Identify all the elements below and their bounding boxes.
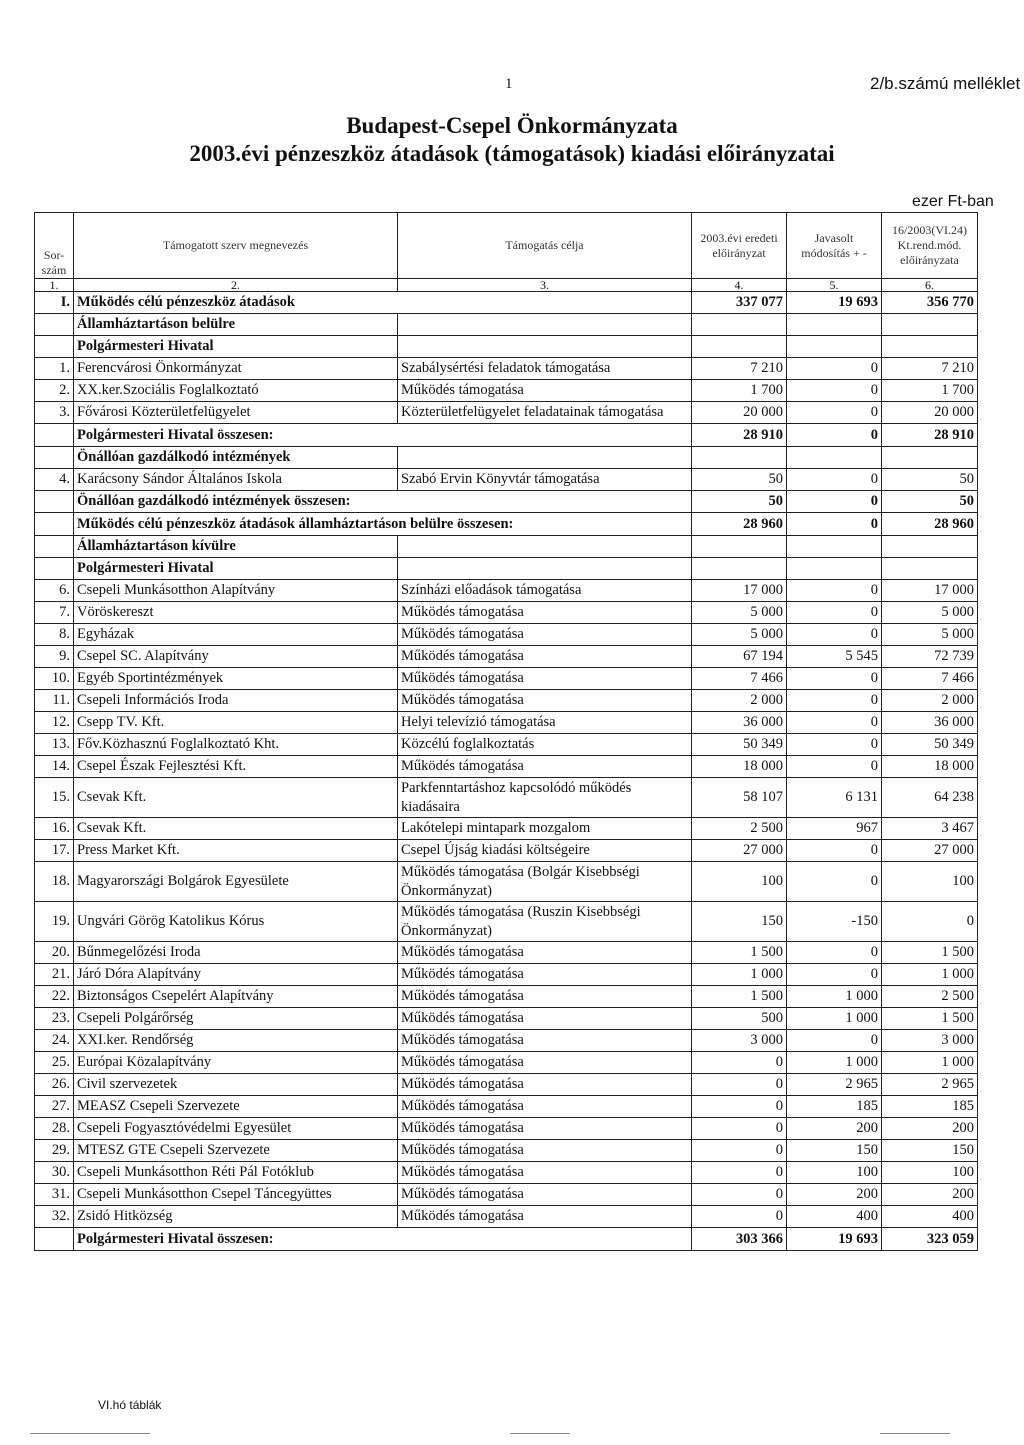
row-change: 2 965 — [787, 1074, 882, 1096]
row-orig: 50 349 — [692, 734, 787, 756]
row-number: 27. — [35, 1096, 74, 1118]
row-number: 11. — [35, 690, 74, 712]
document-title-line2: 2003.évi pénzeszköz átadások (támogatások) kiadási előirányzatai — [189, 141, 835, 166]
header-row — [35, 213, 978, 279]
row-modified: 1 700 — [882, 380, 978, 402]
row-number: 32. — [35, 1206, 74, 1228]
row-change: 0 — [787, 734, 882, 756]
table-row — [35, 862, 978, 902]
row-change: 0 — [787, 862, 882, 902]
row-orig: 58 107 — [692, 778, 787, 818]
row-modified: 3 467 — [882, 818, 978, 840]
row-change: 6 131 — [787, 778, 882, 818]
row-change: 0 — [787, 964, 882, 986]
table-row — [35, 818, 978, 840]
row-purpose: Működés támogatása — [398, 1008, 692, 1030]
row-name: Járó Dóra Alapítvány — [74, 964, 398, 986]
row-change: 0 — [787, 580, 882, 602]
colnum-4: 4. — [692, 279, 787, 292]
row-orig: 0 — [692, 1184, 787, 1206]
row-name: Egyházak — [74, 624, 398, 646]
row-purpose: Színházi előadások támogatása — [398, 580, 692, 602]
group-row — [35, 536, 978, 558]
row-modified: 27 000 — [882, 840, 978, 862]
row-change: 0 — [787, 1030, 882, 1052]
row-number: 10. — [35, 668, 74, 690]
colnum-5: 5. — [787, 279, 882, 292]
row-modified: 18 000 — [882, 756, 978, 778]
row-name: Csepel Észak Fejlesztési Kft. — [74, 756, 398, 778]
row-name: Zsidó Hitközség — [74, 1206, 398, 1228]
group-label-inside: Államháztartáson belülre — [74, 314, 398, 336]
row-name: Egyéb Sportintézmények — [74, 668, 398, 690]
annex-label: 2/b.számú melléklet — [870, 74, 1021, 93]
onallo-total-modified: 50 — [882, 491, 978, 513]
row-orig: 500 — [692, 1008, 787, 1030]
row-number: 20. — [35, 942, 74, 964]
row-modified: 150 — [882, 1140, 978, 1162]
row-orig: 5 000 — [692, 624, 787, 646]
column-number-row — [35, 279, 978, 292]
row-modified: 2 965 — [882, 1074, 978, 1096]
row-purpose: Működés támogatása — [398, 1206, 692, 1228]
inside-total-modified: 28 960 — [882, 513, 978, 536]
row-orig: 0 — [692, 1096, 787, 1118]
row-change: 0 — [787, 469, 882, 491]
row-orig: 1 500 — [692, 986, 787, 1008]
table-row — [35, 712, 978, 734]
row-modified: 72 739 — [882, 646, 978, 668]
onallo-total-label: Önállóan gazdálkodó intézmények összesen: — [74, 491, 692, 513]
table-row — [35, 668, 978, 690]
unit-label: ezer Ft-ban — [912, 193, 994, 210]
row-modified: 1 000 — [882, 1052, 978, 1074]
row-name: XX.ker.Szociális Foglalkoztató — [74, 380, 398, 402]
row-purpose: Működés támogatása — [398, 380, 692, 402]
table-row — [35, 1052, 978, 1074]
table-row — [35, 380, 978, 402]
row-purpose: Működés támogatása — [398, 756, 692, 778]
row-modified: 5 000 — [882, 624, 978, 646]
row-orig: 18 000 — [692, 756, 787, 778]
row-modified: 2 000 — [882, 690, 978, 712]
table-row — [35, 778, 978, 818]
header-name: Támogatott szerv megnevezés — [74, 213, 398, 279]
row-change: 185 — [787, 1096, 882, 1118]
table-row — [35, 690, 978, 712]
table-row — [35, 756, 978, 778]
row-purpose: Működés támogatása — [398, 1030, 692, 1052]
row-name: Karácsony Sándor Általános Iskola — [74, 469, 398, 491]
table-row — [35, 1206, 978, 1228]
row-name: Csevak Kft. — [74, 818, 398, 840]
row-modified: 3 000 — [882, 1030, 978, 1052]
row-name: Ferencvárosi Önkormányzat — [74, 358, 398, 380]
subtotal-row — [35, 424, 978, 447]
row-name: Főv.Közhasznú Foglalkoztató Kht. — [74, 734, 398, 756]
section-change: 19 693 — [787, 292, 882, 314]
row-number: 6. — [35, 580, 74, 602]
row-modified: 185 — [882, 1096, 978, 1118]
table-row — [35, 1074, 978, 1096]
row-change: -150 — [787, 902, 882, 942]
row-purpose: Működés támogatása (Bolgár Kisebbségi Önkormányzat) — [398, 862, 692, 902]
row-number: 23. — [35, 1008, 74, 1030]
polg-hiv-label: Polgármesteri Hivatal — [74, 336, 398, 358]
row-change: 0 — [787, 380, 882, 402]
row-purpose: Működés támogatása — [398, 964, 692, 986]
row-name: Csepeli Fogyasztóvédelmi Egyesület — [74, 1118, 398, 1140]
row-orig: 1 000 — [692, 964, 787, 986]
table-row — [35, 402, 978, 424]
row-name: Biztonságos Csepelért Alapítvány — [74, 986, 398, 1008]
row-number: 7. — [35, 602, 74, 624]
footer-note: VI.hó táblák — [98, 1398, 162, 1412]
row-change: 0 — [787, 712, 882, 734]
row-name: Csepeli Polgárőrség — [74, 1008, 398, 1030]
row-purpose: Működés támogatása — [398, 1184, 692, 1206]
row-modified: 2 500 — [882, 986, 978, 1008]
row-name: Fővárosi Közterületfelügyelet — [74, 402, 398, 424]
header-sorszam: Sor-szám — [35, 213, 74, 279]
table-row — [35, 1096, 978, 1118]
row-orig: 7 466 — [692, 668, 787, 690]
table-row — [35, 1140, 978, 1162]
document-title-line1: Budapest-Csepel Önkormányzata — [346, 113, 678, 138]
row-number: 26. — [35, 1074, 74, 1096]
row-change: 1 000 — [787, 1052, 882, 1074]
row-orig: 3 000 — [692, 1030, 787, 1052]
row-number: 30. — [35, 1162, 74, 1184]
row-number: 12. — [35, 712, 74, 734]
row-orig: 0 — [692, 1140, 787, 1162]
table-row — [35, 964, 978, 986]
onallo-total-change: 0 — [787, 491, 882, 513]
table-row — [35, 1184, 978, 1206]
row-change: 0 — [787, 402, 882, 424]
row-name: Csepel SC. Alapítvány — [74, 646, 398, 668]
row-number: 15. — [35, 778, 74, 818]
row-purpose: Közterületfelügyelet feladatainak támogatása — [398, 402, 692, 424]
row-number: 25. — [35, 1052, 74, 1074]
row-modified: 64 238 — [882, 778, 978, 818]
row-orig: 150 — [692, 902, 787, 942]
row-modified: 50 349 — [882, 734, 978, 756]
row-purpose: Működés támogatása — [398, 690, 692, 712]
subtotal2-orig: 303 366 — [692, 1228, 787, 1251]
row-modified: 17 000 — [882, 580, 978, 602]
onallo-group-label: Önállóan gazdálkodó intézmények — [74, 447, 398, 469]
row-change: 0 — [787, 756, 882, 778]
row-change: 200 — [787, 1118, 882, 1140]
row-orig: 67 194 — [692, 646, 787, 668]
table-row — [35, 624, 978, 646]
budget-table — [34, 212, 978, 1251]
row-change: 5 545 — [787, 646, 882, 668]
subtotal2-change: 19 693 — [787, 1228, 882, 1251]
row-orig: 1 500 — [692, 942, 787, 964]
row-modified: 0 — [882, 902, 978, 942]
row-number: 19. — [35, 902, 74, 942]
colnum-2: 2. — [74, 279, 398, 292]
row-number: 24. — [35, 1030, 74, 1052]
row-purpose: Parkfenntartáshoz kapcsolódó működés kiadásaira — [398, 778, 692, 818]
row-number: 2. — [35, 380, 74, 402]
row-purpose: Működés támogatása — [398, 602, 692, 624]
subtotal-row — [35, 491, 978, 513]
table-row — [35, 1162, 978, 1184]
row-orig: 100 — [692, 862, 787, 902]
row-name: Bűnmegelőzési Iroda — [74, 942, 398, 964]
row-modified: 20 000 — [882, 402, 978, 424]
table-row — [35, 646, 978, 668]
row-orig: 27 000 — [692, 840, 787, 862]
row-name: Ungvári Görög Katolikus Kórus — [74, 902, 398, 942]
row-name: Vöröskereszt — [74, 602, 398, 624]
section-label: Működés célú pénzeszköz átadások — [74, 292, 692, 314]
row-number: 9. — [35, 646, 74, 668]
colnum-1: 1. — [35, 279, 74, 292]
header-orig: 2003.évi eredeti előirányzat — [692, 213, 787, 279]
subtotal-label: Polgármesteri Hivatal összesen: — [74, 424, 692, 447]
row-number: 31. — [35, 1184, 74, 1206]
row-name: Csevak Kft. — [74, 778, 398, 818]
table-row — [35, 358, 978, 380]
subtotal-row — [35, 513, 978, 536]
table-row — [35, 1118, 978, 1140]
row-number: 14. — [35, 756, 74, 778]
row-orig: 17 000 — [692, 580, 787, 602]
group-label-outside: Államháztartáson kívülre — [74, 536, 398, 558]
row-modified: 36 000 — [882, 712, 978, 734]
table-row — [35, 1008, 978, 1030]
row-modified: 7 466 — [882, 668, 978, 690]
section-modified: 356 770 — [882, 292, 978, 314]
row-purpose: Működés támogatása — [398, 942, 692, 964]
row-orig: 0 — [692, 1118, 787, 1140]
row-orig: 2 000 — [692, 690, 787, 712]
row-name: Csepeli Munkásotthon Réti Pál Fotóklub — [74, 1162, 398, 1184]
row-orig: 50 — [692, 469, 787, 491]
row-number: 13. — [35, 734, 74, 756]
row-purpose: Szabálysértési feladatok támogatása — [398, 358, 692, 380]
row-name: Csepp TV. Kft. — [74, 712, 398, 734]
row-purpose: Lakótelepi mintapark mozgalom — [398, 818, 692, 840]
row-modified: 1 000 — [882, 964, 978, 986]
subtotal2-modified: 323 059 — [882, 1228, 978, 1251]
subtotal-orig: 28 910 — [692, 424, 787, 447]
inside-total-label: Működés célú pénzeszköz átadások államháztartáson belülre összesen: — [74, 513, 692, 536]
row-purpose: Működés támogatása — [398, 1052, 692, 1074]
row-name: Csepeli Munkásotthon Csepel Táncegyüttes — [74, 1184, 398, 1206]
row-modified: 7 210 — [882, 358, 978, 380]
row-purpose: Működés támogatása — [398, 1118, 692, 1140]
row-modified: 100 — [882, 862, 978, 902]
row-change: 1 000 — [787, 986, 882, 1008]
row-modified: 1 500 — [882, 942, 978, 964]
row-purpose: Működés támogatása — [398, 646, 692, 668]
table-row — [35, 840, 978, 862]
row-purpose: Működés támogatása — [398, 1162, 692, 1184]
scan-artifact-line — [510, 1433, 570, 1434]
header-purpose: Támogatás célja — [398, 213, 692, 279]
section-row — [35, 292, 978, 314]
row-name: Csepeli Információs Iroda — [74, 690, 398, 712]
subtotal-row — [35, 1228, 978, 1251]
row-name: Európai Közalapítvány — [74, 1052, 398, 1074]
subtotal-modified: 28 910 — [882, 424, 978, 447]
colnum-6: 6. — [882, 279, 978, 292]
row-change: 0 — [787, 840, 882, 862]
row-number: 21. — [35, 964, 74, 986]
group-row — [35, 447, 978, 469]
row-number: 28. — [35, 1118, 74, 1140]
section-number: I. — [35, 292, 74, 314]
row-number: 18. — [35, 862, 74, 902]
row-orig: 7 210 — [692, 358, 787, 380]
table-row — [35, 580, 978, 602]
subtotal-change: 0 — [787, 424, 882, 447]
inside-total-orig: 28 960 — [692, 513, 787, 536]
header-modified: 16/2003(VI.24) Kt.rend.mód. előirányzata — [882, 213, 978, 279]
row-orig: 20 000 — [692, 402, 787, 424]
table-row — [35, 1030, 978, 1052]
row-modified: 1 500 — [882, 1008, 978, 1030]
row-number: 29. — [35, 1140, 74, 1162]
row-name: XXI.ker. Rendőrség — [74, 1030, 398, 1052]
row-change: 0 — [787, 624, 882, 646]
row-modified: 200 — [882, 1184, 978, 1206]
group-row — [35, 336, 978, 358]
row-change: 150 — [787, 1140, 882, 1162]
group-row — [35, 314, 978, 336]
row-purpose: Működés támogatása — [398, 668, 692, 690]
row-purpose: Működés támogatása — [398, 1140, 692, 1162]
row-purpose: Működés támogatása — [398, 1074, 692, 1096]
row-modified: 100 — [882, 1162, 978, 1184]
row-number: 16. — [35, 818, 74, 840]
table-row — [35, 469, 978, 491]
table-row — [35, 942, 978, 964]
row-number: 4. — [35, 469, 74, 491]
row-change: 0 — [787, 358, 882, 380]
row-change: 200 — [787, 1184, 882, 1206]
scan-artifact-line — [30, 1433, 150, 1434]
row-number: 3. — [35, 402, 74, 424]
row-name: Press Market Kft. — [74, 840, 398, 862]
row-purpose: Helyi televízió támogatása — [398, 712, 692, 734]
row-purpose: Szabó Ervin Könyvtár támogatása — [398, 469, 692, 491]
table-row — [35, 902, 978, 942]
row-purpose: Csepel Újság kiadási költségeire — [398, 840, 692, 862]
row-name: Csepeli Munkásotthon Alapítvány — [74, 580, 398, 602]
row-number: 8. — [35, 624, 74, 646]
row-name: Magyarországi Bolgárok Egyesülete — [74, 862, 398, 902]
row-purpose: Közcélú foglalkoztatás — [398, 734, 692, 756]
row-purpose: Működés támogatása — [398, 986, 692, 1008]
row-name: MEASZ Csepeli Szervezete — [74, 1096, 398, 1118]
subtotal2-label: Polgármesteri Hivatal összesen: — [74, 1228, 692, 1251]
row-orig: 0 — [692, 1206, 787, 1228]
section-orig: 337 077 — [692, 292, 787, 314]
colnum-3: 3. — [398, 279, 692, 292]
row-number: 17. — [35, 840, 74, 862]
row-purpose: Működés támogatása (Ruszin Kisebbségi Önkormányzat) — [398, 902, 692, 942]
row-name: MTESZ GTE Csepeli Szervezete — [74, 1140, 398, 1162]
row-change: 0 — [787, 668, 882, 690]
row-purpose: Működés támogatása — [398, 1096, 692, 1118]
row-modified: 400 — [882, 1206, 978, 1228]
inside-total-change: 0 — [787, 513, 882, 536]
row-change: 967 — [787, 818, 882, 840]
row-modified: 5 000 — [882, 602, 978, 624]
row-name: Civil szervezetek — [74, 1074, 398, 1096]
header-change: Javasolt módosítás + - — [787, 213, 882, 279]
onallo-total-orig: 50 — [692, 491, 787, 513]
row-orig: 0 — [692, 1052, 787, 1074]
row-number: 22. — [35, 986, 74, 1008]
page-number: 1 — [505, 76, 513, 92]
table-row — [35, 602, 978, 624]
row-change: 1 000 — [787, 1008, 882, 1030]
row-orig: 36 000 — [692, 712, 787, 734]
table-row — [35, 734, 978, 756]
row-orig: 0 — [692, 1162, 787, 1184]
row-change: 0 — [787, 942, 882, 964]
row-modified: 50 — [882, 469, 978, 491]
row-number: 1. — [35, 358, 74, 380]
row-modified: 200 — [882, 1118, 978, 1140]
row-orig: 0 — [692, 1074, 787, 1096]
group-row — [35, 558, 978, 580]
polg-hiv-label-2: Polgármesteri Hivatal — [74, 558, 398, 580]
row-orig: 5 000 — [692, 602, 787, 624]
row-change: 400 — [787, 1206, 882, 1228]
row-change: 0 — [787, 690, 882, 712]
row-purpose: Működés támogatása — [398, 624, 692, 646]
row-change: 0 — [787, 602, 882, 624]
row-change: 100 — [787, 1162, 882, 1184]
row-orig: 1 700 — [692, 380, 787, 402]
table-row — [35, 986, 978, 1008]
row-orig: 2 500 — [692, 818, 787, 840]
scan-artifact-line — [880, 1433, 950, 1434]
